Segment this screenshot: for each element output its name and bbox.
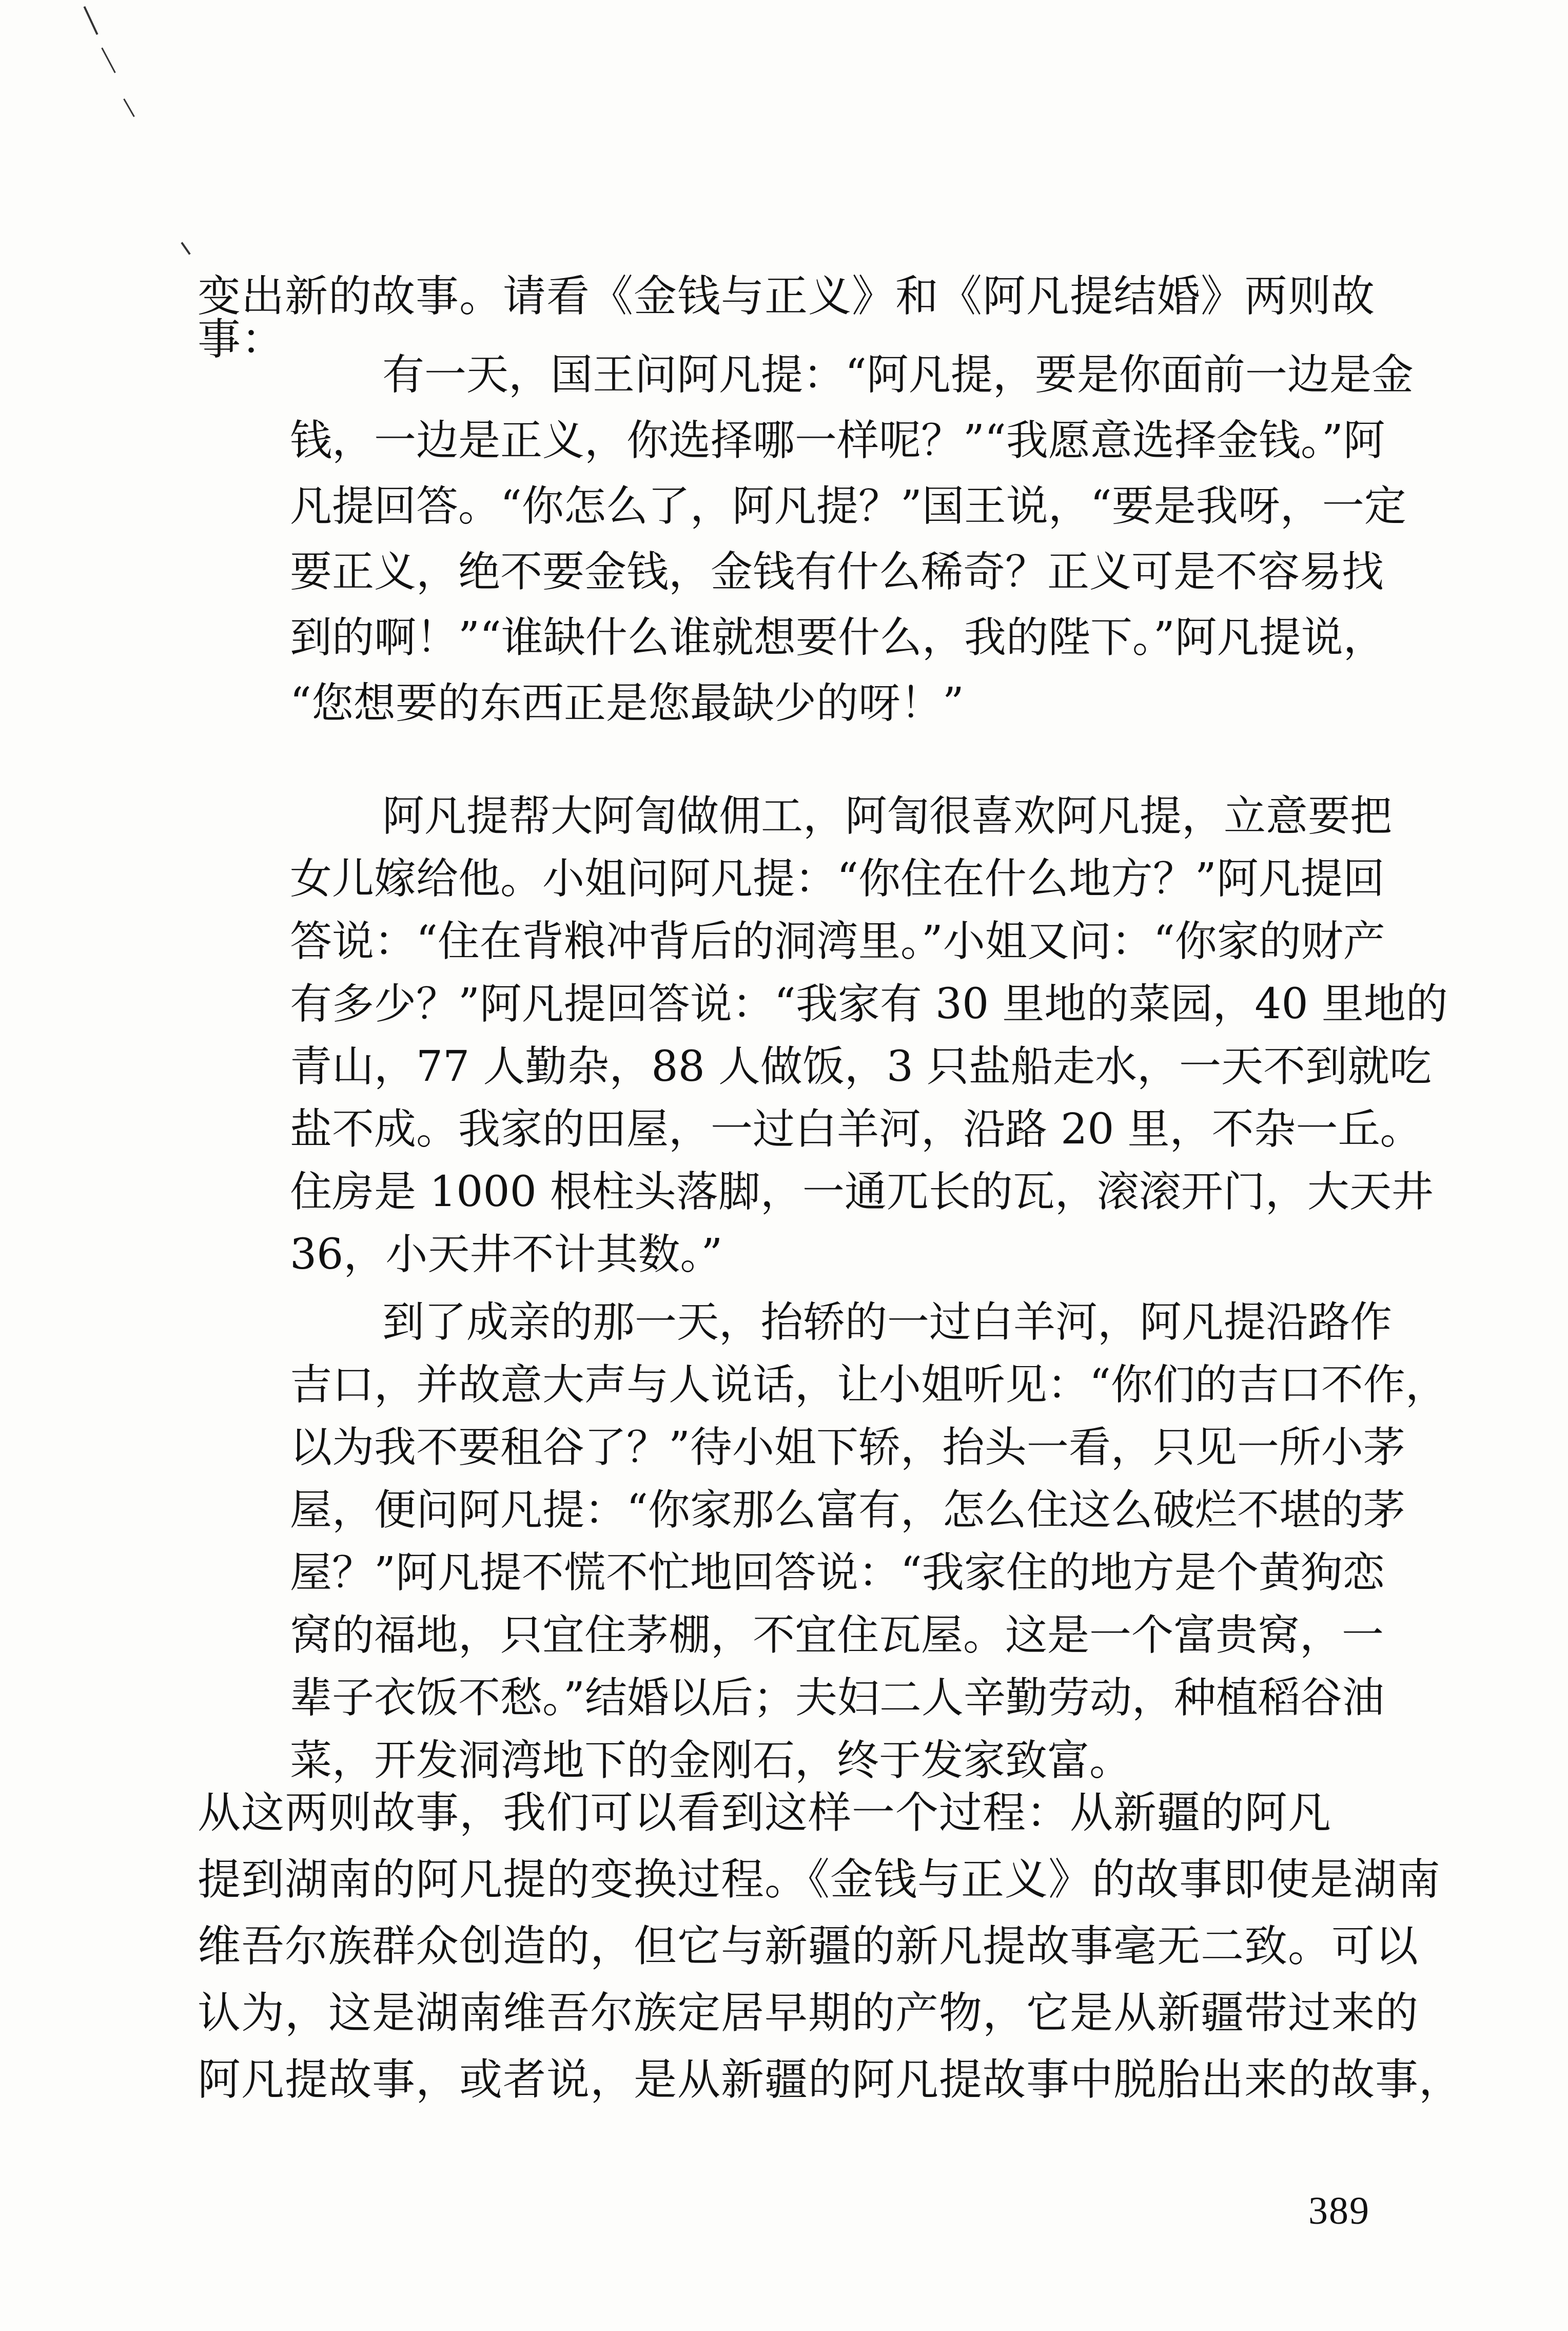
- text-line: 菜，开发洞湾地下的金刚石，终于发家致富。: [290, 1736, 1132, 1785]
- text-line: 到了成亲的那一天，抬轿的一过白羊河，阿凡提沿路作: [382, 1298, 1393, 1347]
- text-line: 有一天，国王问阿凡提：“阿凡提，要是你面前一边是金: [382, 351, 1414, 399]
- text-line: “您想要的东西正是您最缺少的呀！”: [290, 679, 964, 728]
- scan-speck: [84, 6, 99, 35]
- text-line: 住房是 1000 根柱头落脚，一通兀长的瓦，滚滚开门，大天井: [290, 1168, 1434, 1216]
- scan-speck: [123, 99, 135, 117]
- scan-speck: [181, 242, 190, 255]
- text-line: 盐不成。我家的田屋，一过白羊河，沿路 20 里，不杂一丘。: [290, 1105, 1422, 1154]
- text-line: 屋，便问阿凡提：“你家那么富有，怎么住这么破烂不堪的茅: [290, 1486, 1405, 1534]
- text-line: 维吾尔族群众创造的，但它与新疆的新凡提故事毫无二致。可以: [198, 1921, 1419, 1971]
- text-line: 阿凡提故事，或者说，是从新疆的阿凡提故事中脱胎出来的故事，: [198, 2054, 1463, 2105]
- text-line: 从这两则故事，我们可以看到这样一个过程：从新疆的阿凡: [198, 1788, 1332, 1838]
- story-money-and-justice: [290, 341, 1426, 728]
- text-line: 窝的福地，只宜住茅棚，不宜住瓦屋。这是一个富贵窝，一: [290, 1611, 1384, 1660]
- text-line: 变出新的故事。请看《金钱与正义》和《阿凡提结婚》两则故事：: [198, 271, 1376, 364]
- text-line: 凡提回答。“你怎么了，阿凡提？”国王说，“要是我呀，一定: [290, 482, 1406, 531]
- text-line: 以为我不要租谷了？”待小姐下轿，抬头一看，只见一所小茅: [290, 1423, 1405, 1472]
- text-line: 辈子衣饭不愁。”结婚以后；夫妇二人辛勤劳动，种植稻谷油: [290, 1674, 1384, 1722]
- text-line: 钱，一边是正义，你选择哪一样呢？”“我愿意选择金钱。”阿: [290, 416, 1385, 465]
- text-line: 到的啊！”“谁缺什么谁就想要什么，我的陛下。”阿凡提说，: [290, 613, 1385, 662]
- text-line: 有多少？”阿凡提回答说：“我家有 30 里地的菜园，40 里地的: [290, 980, 1448, 1028]
- text-line: 认为，这是湖南维吾尔族定居早期的产物，它是从新疆带过来的: [198, 1988, 1419, 2038]
- text-line: 吉口，并故意大声与人说话，让小姐听见：“你们的吉口不作，: [290, 1361, 1447, 1409]
- text-line: 青山，77 人勤杂，88 人做饭，3 只盐船走水，一天不到就吃: [290, 1042, 1432, 1091]
- text-line: 36，小天井不计其数。”: [290, 1230, 723, 1279]
- story-afanti-wedding: [290, 783, 1448, 1785]
- text-line: 屋？”阿凡提不慌不忙地回答说：“我家住的地方是个黄狗恋: [290, 1548, 1385, 1597]
- text-line: 答说：“住在背粮冲背后的洞湾里。”小姐又问：“你家的财产: [290, 917, 1385, 966]
- scan-speck: [101, 48, 115, 73]
- text-line: 阿凡提帮大阿訇做佣工，阿訇很喜欢阿凡提，立意要把: [382, 792, 1393, 841]
- text-line: 提到湖南的阿凡提的变换过程。《金钱与正义》的故事即使是湖南: [198, 1854, 1441, 1905]
- text-line: 要正义，绝不要金钱，金钱有什么稀奇？正义可是不容易找: [290, 548, 1384, 596]
- text-line: 女儿嫁给他。小姐问阿凡提：“你住在什么地方？”阿凡提回: [290, 854, 1385, 903]
- page-number: 389: [1308, 2189, 1370, 2232]
- closing-paragraph: [198, 1788, 1463, 2120]
